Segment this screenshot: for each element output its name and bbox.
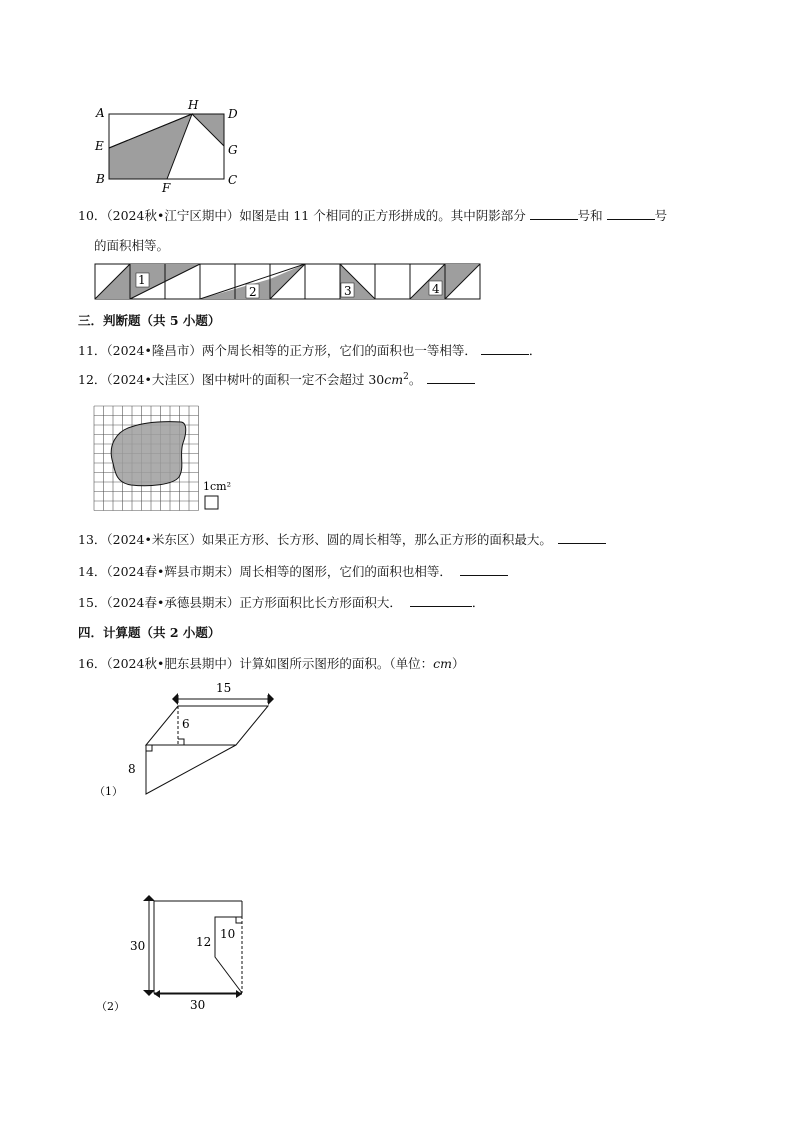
question-16: 16．（2024秋•肥东县期中）计算如图所示图形的面积。（单位：cm）	[78, 656, 465, 671]
label-a: A	[96, 106, 105, 120]
section-4-title: 四．计算题（共 2 小题）	[78, 625, 221, 640]
label-f: F	[162, 181, 171, 195]
label-h: H	[188, 98, 199, 112]
fig1-height-label: 6	[182, 717, 190, 731]
question-15: 15．（2024春•承德县期末）正方形面积比长方形面积大． ．	[78, 595, 485, 610]
answer-blank-13[interactable]	[558, 531, 606, 544]
squares-strip-figure	[94, 263, 484, 301]
fig2-bottom-label: 30	[190, 998, 206, 1012]
fig2-number-label: （2）	[96, 1000, 125, 1013]
question-13: 13．（2024•米东区）如果正方形、长方形、圆的周长相等，那么正方形的面积最大。	[78, 530, 606, 548]
answer-blank-14[interactable]	[460, 563, 508, 576]
rectangle-figure	[88, 96, 258, 196]
label-g: G	[228, 143, 238, 157]
answer-blank-11[interactable]	[481, 342, 529, 355]
strip-label-2: 2	[249, 285, 257, 299]
strip-label-3: 3	[344, 284, 352, 298]
leaf-grid-figure	[93, 405, 243, 513]
label-b: B	[96, 172, 105, 186]
fig1-top-label: 15	[216, 681, 232, 695]
figure-2-square	[92, 893, 262, 1018]
strip-label-4: 4	[432, 282, 440, 296]
fig1-number-label: （1）	[94, 785, 123, 798]
question-10-line2: 的面积相等。	[94, 238, 170, 253]
question-14: 14．（2024春•辉县市期末）周长相等的图形，它们的面积也相等．	[78, 562, 508, 580]
answer-blank-15[interactable]	[410, 594, 472, 607]
question-10: 10．（2024秋•江宁区期中）如图是由 11 个相同的正方形拼成的。其中阴影部分 号和 号	[78, 208, 668, 223]
question-11: 11．（2024•隆昌市）两个周长相等的正方形，它们的面积也一等相等． ．	[78, 343, 542, 358]
label-e: E	[95, 139, 104, 153]
strip-label-1: 1	[138, 273, 146, 287]
fig1-left-label: 8	[128, 762, 136, 776]
fig2-cut-long-label: 12	[196, 935, 212, 949]
fig2-side-label: 30	[130, 939, 146, 953]
answer-blank-10b[interactable]	[607, 207, 655, 220]
answer-blank-12[interactable]	[427, 371, 475, 384]
label-c: C	[228, 173, 238, 187]
question-12: 12．（2024•大洼区）图中树叶的面积一定不会超过 $30cm^2$。	[78, 370, 475, 388]
leaf-shape	[111, 422, 186, 486]
answer-blank-10a[interactable]	[530, 207, 578, 220]
grid-unit-label: 1cm²	[203, 480, 231, 493]
label-d: D	[228, 107, 238, 121]
section-3-title: 三．判断题（共 5 小题）	[78, 313, 221, 328]
fig2-cut-short-label: 10	[220, 927, 236, 941]
figure-1-trapezoid	[92, 677, 292, 802]
